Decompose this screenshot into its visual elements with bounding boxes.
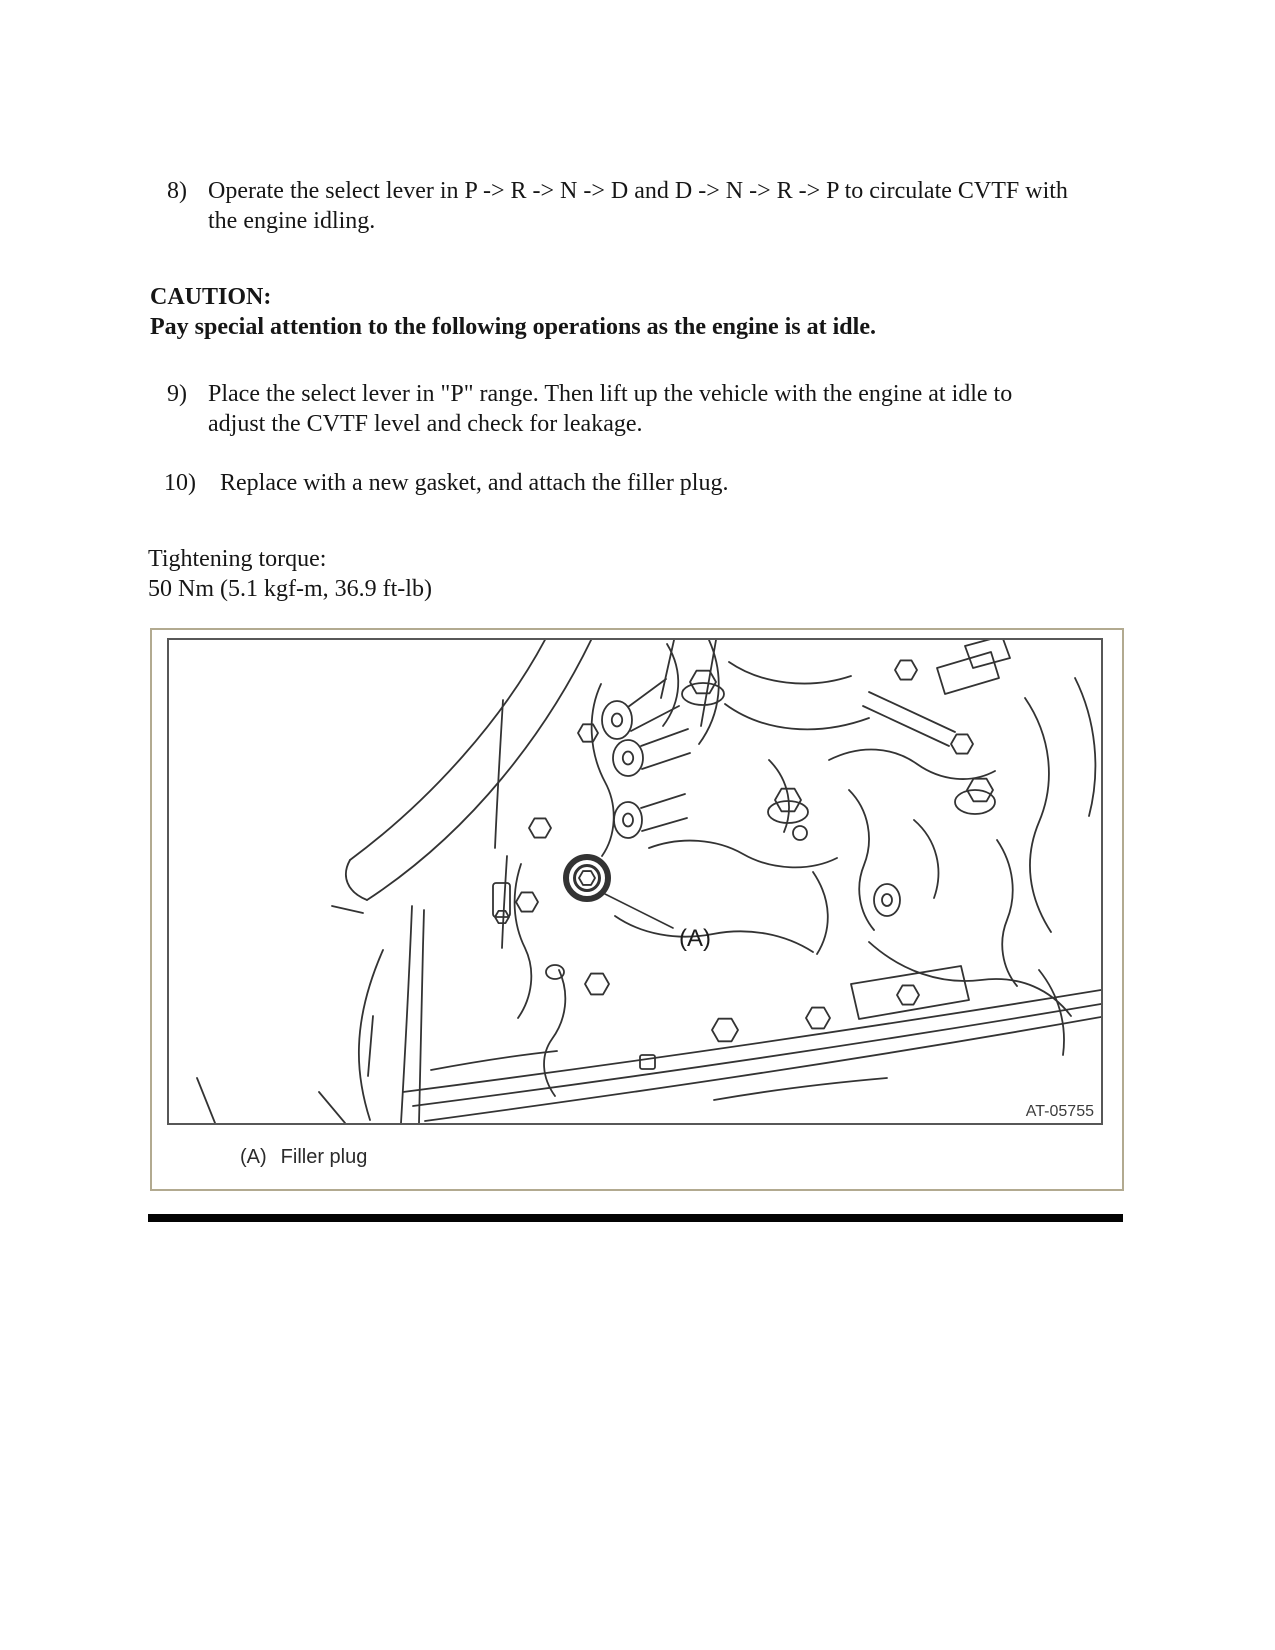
- step-item-10: [164, 468, 729, 498]
- figure-caption: [240, 1146, 367, 1169]
- figure-caption-label: Filler plug: [280, 1146, 368, 1168]
- step-number: 10): [164, 470, 196, 496]
- caution-block: [150, 282, 876, 342]
- figure-caption-key: (A): [240, 1146, 267, 1168]
- axle-band: [367, 640, 593, 900]
- figure-frame: [150, 628, 1124, 1191]
- step-text-line: Replace with a new gasket, and attach the filler plug.: [220, 470, 729, 496]
- caution-text: Pay special attention to the following operations as the engine is at idle.: [150, 314, 876, 340]
- bottom-rule: [148, 1214, 1123, 1222]
- callout-leader-line: [605, 894, 673, 928]
- figure-code: AT-05755: [1025, 1103, 1094, 1120]
- part-callout-label: (A): [679, 925, 711, 952]
- step-number: 8): [167, 178, 187, 204]
- transmission-line-drawing: [169, 640, 1101, 1123]
- axle-band-cap: [346, 860, 367, 900]
- step-text-line: the engine idling.: [208, 208, 376, 234]
- step-item-8: [167, 176, 1068, 236]
- step-item-9: [167, 379, 1013, 439]
- filler-plug-hex: [579, 871, 595, 885]
- torque-value: 50 Nm (5.1 kgf-m, 36.9 ft-lb): [148, 576, 432, 602]
- caution-heading: CAUTION:: [150, 284, 272, 310]
- torque-label: Tightening torque:: [148, 546, 327, 572]
- axle-band: [350, 640, 547, 860]
- figure-canvas: [167, 638, 1103, 1125]
- step-text-line: Place the select lever in "P" range. Then lift up the vehicle with the engine at idle to: [208, 381, 1013, 407]
- step-text-line: adjust the CVTF level and check for leakage.: [208, 411, 643, 437]
- filler-plug-outer-ring: [566, 857, 608, 899]
- torque-spec: [148, 544, 432, 604]
- step-text-line: Operate the select lever in P -> R -> N -> D and D -> N -> R -> P to circulate CVTF with: [208, 178, 1068, 204]
- step-number: 9): [167, 381, 187, 407]
